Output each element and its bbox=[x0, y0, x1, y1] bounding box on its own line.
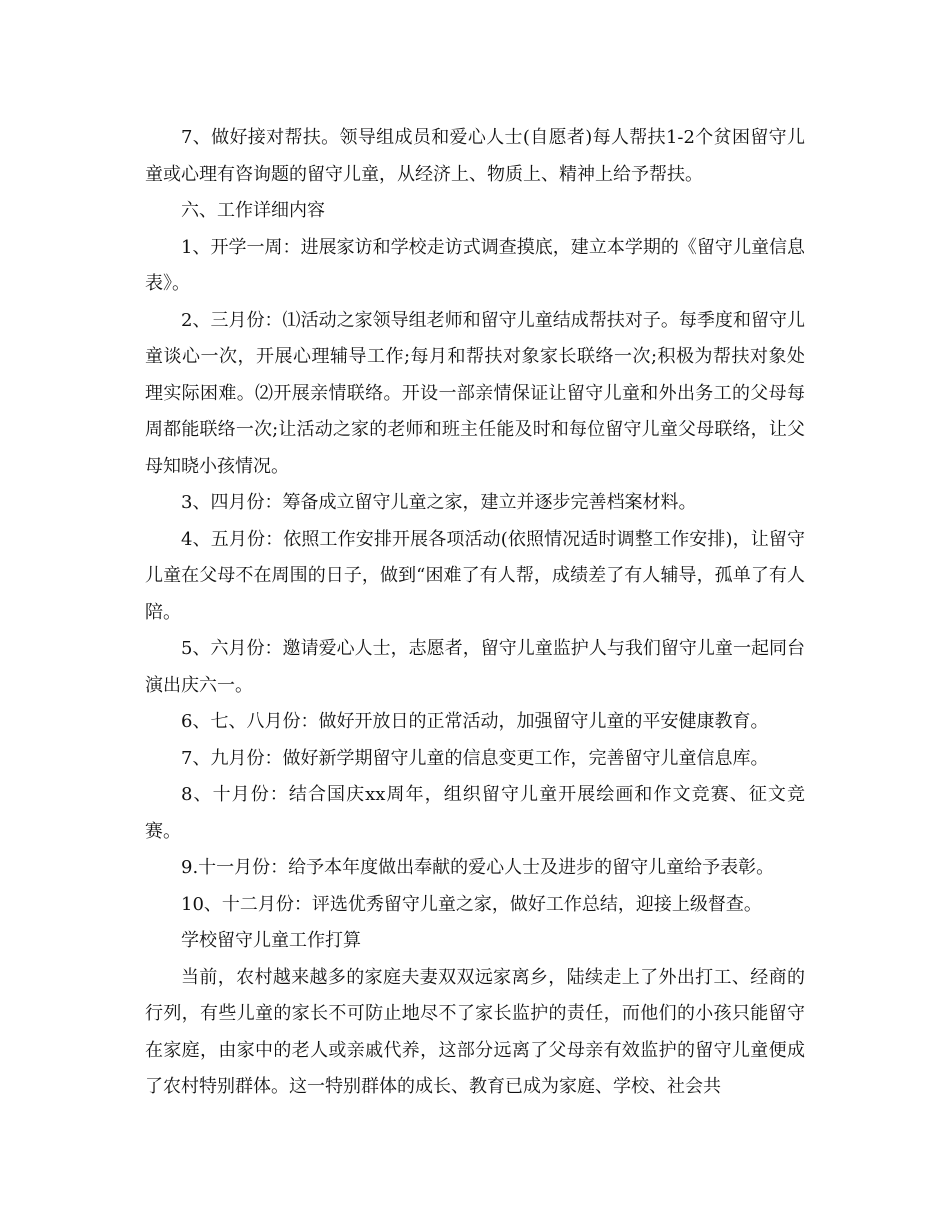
paragraph-june: 5、六月份：邀请爱心人士，志愿者，留守儿童监护人与我们留守儿童一起同台演出庆六一。 bbox=[145, 638, 805, 696]
paragraph-april: 3、四月份：筹备成立留守儿童之家，建立并逐步完善档案材料。 bbox=[181, 492, 697, 513]
paragraph-october: 8、十月份：结合国庆xx周年，组织留守儿童开展绘画和作文竞赛、征文竞赛。 bbox=[145, 784, 805, 842]
document-body bbox=[145, 120, 805, 1106]
paragraph-first-week: 1、开学一周：进展家访和学校走访式调查摸底，建立本学期的《留守儿童信息表》。 bbox=[145, 236, 805, 294]
paragraph-march: 2、三月份：⑴活动之家领导组老师和留守儿童结成帮扶对子。每季度和留守儿童谈心一次，开展心理辅导工作;每月和帮扶对象家长联络一次;积极为帮扶对象处理实际困难。⑵开展亲情联络。开设一部亲情保证让留守儿童和外出务工的父母每周都能联络一次;让活动之家的老师和班主任能及时和每位留守儿童父母联络，让父母知晓小孩情况。 bbox=[145, 309, 805, 477]
paragraph-september: 7、九月份：做好新学期留守儿童的信息变更工作，完善留守儿童信息库。 bbox=[181, 747, 769, 769]
paragraph-november: 9.十一月份：给予本年度做出奉献的爱心人士及进步的留守儿童给予表彰。 bbox=[181, 857, 775, 878]
paragraph-july-august: 6、七、八月份：做好开放日的正常活动，加强留守儿童的平安健康教育。 bbox=[181, 711, 769, 732]
section-heading-school-plan: 学校留守儿童工作打算 bbox=[181, 930, 361, 951]
paragraph-introduction: 当前，农村越来越多的家庭夫妻双双远家离乡，陆续走上了外出打工、经商的行列，有些儿童的家长不可防止地尽不了家长监护的责任，而他们的小孩只能留守在家庭，由家中的老人或亲戚代养，这部分远离了父母亲有效监护的留守儿童便成了农村特别群体。这一特别群体的成长、教育已成为家庭、学校、社会共 bbox=[145, 966, 805, 1097]
section-heading-work-details: 六、工作详细内容 bbox=[181, 200, 325, 221]
paragraph-december: 10、十二月份：评选优秀留守儿童之家，做好工作总结，迎接上级督查。 bbox=[181, 893, 762, 915]
paragraph-may: 4、五月份：依照工作安排开展各项活动(依照情况适时调整工作安排)，让留守儿童在父母不在周围的日子，做到“困难了有人帮，成绩差了有人辅导，孤单了有人陪。 bbox=[145, 528, 805, 623]
paragraph-pair-assistance: 7、做好接对帮扶。领导组成员和爱心人士(自愿者)每人帮扶1-2个贫困留守儿童或心理有咨询题的留守儿童，从经济上、物质上、精神上给予帮扶。 bbox=[145, 127, 805, 185]
